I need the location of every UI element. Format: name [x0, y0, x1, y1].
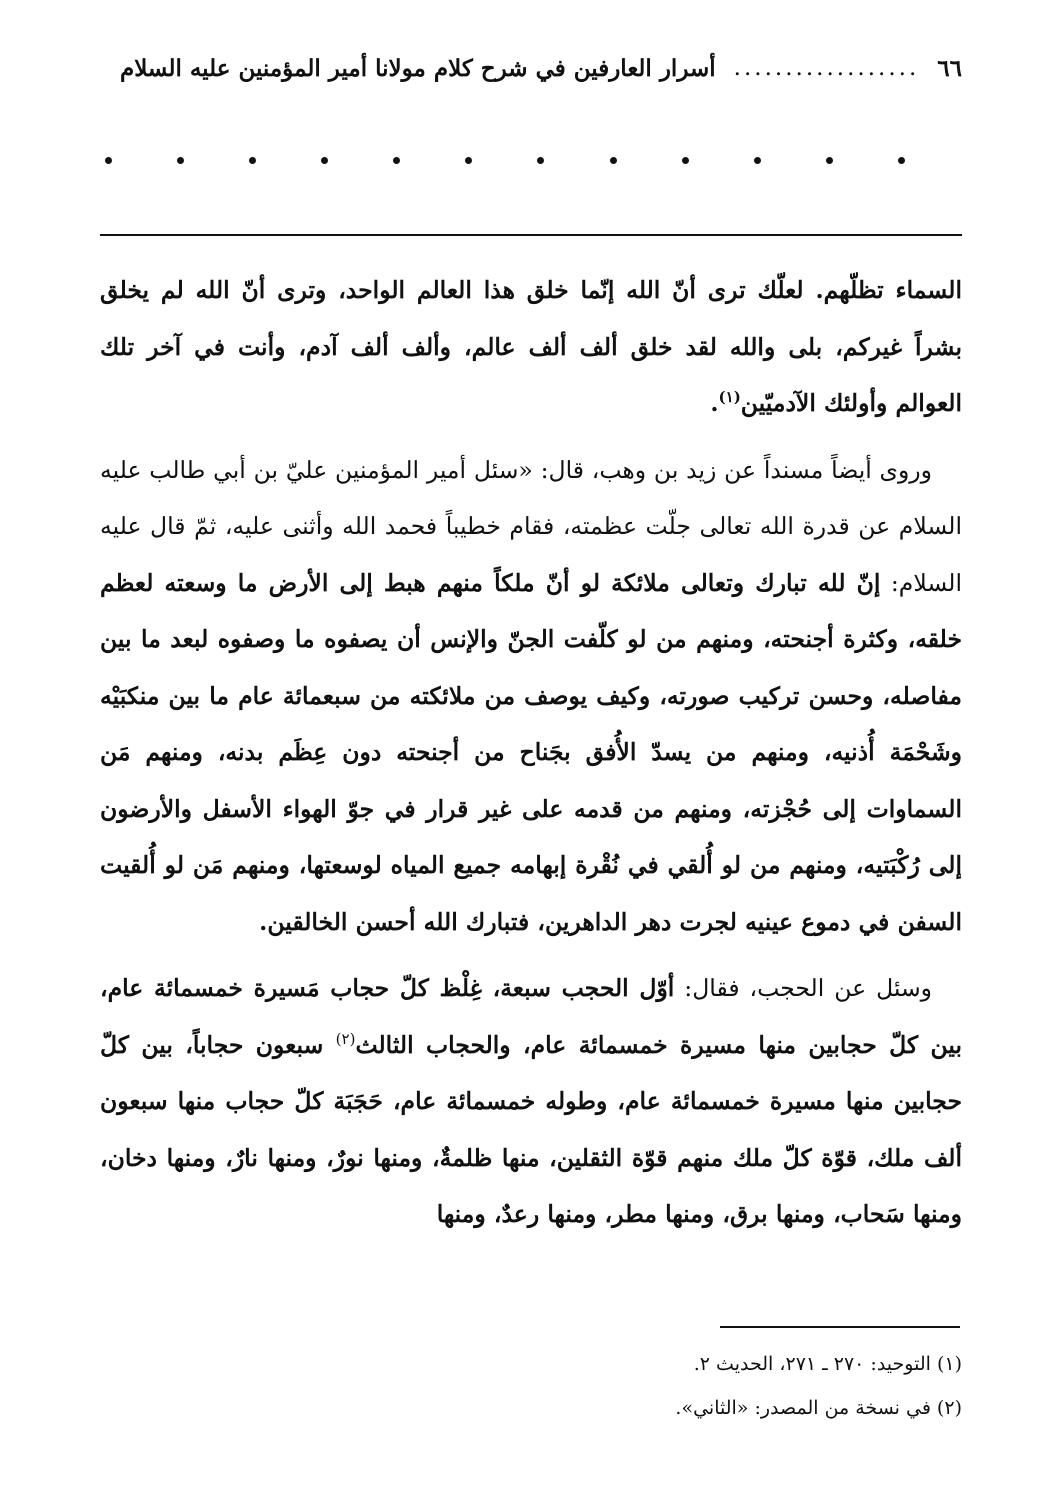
paragraph-1 — [100, 262, 962, 432]
paragraph-3-text-a: أوّل الحجب سبعة، غِلْظ كلّ حجاب مَسيرة خمسمائة عام، بين كلّ حجابين منها مسيرة خمسمائة عام، والحجاب الثالث — [100, 974, 963, 1059]
separator-dot — [898, 157, 905, 164]
separator-dot — [610, 157, 617, 164]
main-text — [100, 262, 962, 1243]
separator-dot — [321, 157, 328, 164]
separator-dot — [105, 157, 112, 164]
paragraph-2 — [100, 442, 962, 951]
paragraph-3-text-b: سبعون حجاباً، بين كلّ حجابين منها مسيرة خمسمائة عام، وطوله خمسمائة عام، حَجَبَة كلّ حجاب منها سبعون ألف ملك، قوّة كلّ ملك منهم قوّة الثقلين، منها ظلمةٌ، ومنها نورٌ، ومنها نارٌ، ومنها دخان، ومنها سَحاب، ومنها برق، ومنها مطر، ومنها رعدٌ، ومنها — [100, 1030, 962, 1228]
paragraph-2-intro: وروى أيضاً مسنداً عن زيد بن وهب، قال: «سئل أمير المؤمنين عليّ بن أبي طالب عليه السلام عن قدرة الله تعالى جلّت عظمته، فقام خطيباً فحمد الله وأثنى عليه، ثمّ قال عليه السلام: — [100, 455, 962, 597]
paragraph-1-end: . — [710, 389, 719, 417]
footnote-1: (١) التوحيد: ٢٧٠ ـ ٢٧١، الحديث ٢. — [693, 1353, 962, 1375]
footnotes — [100, 1342, 962, 1430]
paragraph-1-text: السماء تظلّهم. لعلّك ترى أنّ الله إنّما خلق هذا العالم الواحد، وترى أنّ الله لم يخلق بشراً غيركم، بلى والله لقد خلق ألف ألف عالم، وألف ألف آدم، وأنت في آخر تلك العوالم وأولئك الآدميّين — [100, 276, 962, 417]
page-number: ٦٦ — [937, 54, 962, 82]
footnote-2: (٢) في نسخة من المصدر: «الثاني». — [675, 1397, 962, 1419]
footnote-ref-1: (١) — [718, 388, 741, 407]
separator-dot — [682, 157, 689, 164]
separator-dot — [826, 157, 833, 164]
header-rule — [100, 234, 962, 236]
book-title: أسرار العارفين في شرح كلام مولانا أمير المؤمنين عليه السلام — [119, 54, 716, 82]
header-leader-dots: .................. — [733, 55, 920, 81]
footnote-rule — [720, 1326, 960, 1328]
separator-dot — [177, 157, 184, 164]
separator-dot — [393, 157, 400, 164]
paragraph-3 — [100, 960, 962, 1243]
separator-dot — [754, 157, 761, 164]
separator-dot — [537, 157, 544, 164]
paragraph-2-quote: إنّ لله تبارك وتعالى ملائكة لو أنّ ملكاً منهم هبط إلى الأرض ما وسعته لعظم خلقه، وكثرة أجنحته، ومنهم من لو كلّفت الجنّ والإنس أن يصفوه ما وصفوه لبعد ما بين مفاصله، وحسن تركيب صورته، وكيف يوصف من ملائكته من سبعمائة عام ما بين منكبَيْه وشَحْمَة أُذنيه، ومنهم من يسدّ الأُفق بجَناح من أجنحته دون عِظَم بدنه، ومنهم مَن السماوات إلى حُجْزته، ومنهم من قدمه على غير قرار في جوّ الهواء الأسفل والأرضون إلى رُكْبَتيه، ومنهم من لو أُلقي في نُقْرة إبهامه جميع المياه لوسعتها، ومنهم مَن لو أُلقيت السفن في دموع عينيه لجرت دهر الداهرين، فتبارك الله أحسن الخالقين. — [100, 568, 962, 936]
separator-dot — [249, 157, 256, 164]
separator-dot — [465, 157, 472, 164]
paragraph-3-intro: وسئل عن الحجب، فقال: — [674, 974, 932, 1002]
running-header — [100, 48, 962, 88]
footnote-ref-2: (٢) — [335, 1029, 356, 1048]
section-separator — [105, 140, 905, 180]
